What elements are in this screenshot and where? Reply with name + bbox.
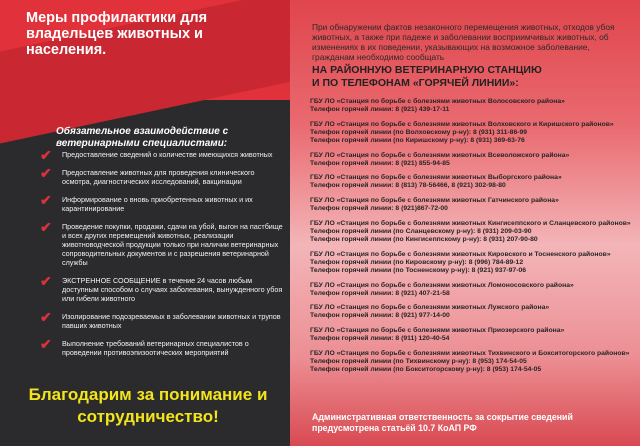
- measures-list: [36, 147, 284, 366]
- station-name: ГБУ ЛО «Станция по борьбе с болезнями животных Волосовского района»: [310, 98, 565, 105]
- station-phone: Телефон горячей линии (по Тосненскому р-ну): 8 (921) 937-97-06: [310, 266, 527, 274]
- check-mark-icon: ✔: [40, 336, 52, 352]
- station-entry: [310, 220, 635, 244]
- list-item: ✔ Предоставление животных для проведения клинического осмотра, диагностических исследований, вакцинации: [40, 165, 255, 186]
- list-item: ✔ Изолирование подозреваемых в заболевании животных и трупов павших животных: [40, 309, 281, 330]
- station-entry: [310, 282, 635, 298]
- check-mark-icon: ✔: [40, 165, 52, 181]
- check-mark-icon: ✔: [40, 147, 52, 163]
- station-name: ГБУ ЛО «Станция по борьбе с болезнями животных Кингисеппского и Сланцевского районов»: [310, 219, 631, 227]
- station-name: ГБУ ЛО «Станция по борьбе с болезнями животных Ломоносовского района»: [310, 281, 574, 289]
- list-item: ✔ Предоставление сведений о количестве имеющихся животных: [40, 147, 273, 163]
- station-name: ГБУ ЛО «Станция по борьбе с болезнями животных Кировского и Тосненского районов»: [310, 250, 611, 258]
- station-name: ГБУ ЛО «Станция по борьбе с болезнями животных Всеволожского района»: [310, 151, 570, 159]
- station-phone: Телефон горячей линии: 8 (911) 120-40-54: [310, 335, 450, 343]
- station-phone: Телефон горячей линии (по Кировскому р-ну): 8 (996) 784-89-12: [310, 258, 524, 266]
- station-name: ГБУ ЛО «Станция по борьбе с болезнями животных Выборгского района»: [310, 174, 562, 182]
- station-phone: Телефон горячей линии (по Сланцевскому р-ну): 8 (931) 209-03-90: [310, 227, 532, 235]
- station-name: ГБУ ЛО «Станция по борьбе с болезнями животных Приозерского района»: [310, 327, 565, 335]
- check-mark-icon: ✔: [40, 219, 52, 235]
- left-title: Меры профилактики для владельцев животных и населения.: [26, 10, 208, 58]
- check-mark-icon: ✔: [40, 192, 52, 208]
- left-panel: [0, 0, 290, 446]
- station-phone: Телефон горячей линии: 8 (921) 977-14-00: [310, 312, 450, 320]
- station-entry: [310, 121, 635, 145]
- station-entry: [310, 197, 635, 213]
- station-name: ГБУ ЛО «Станция по борьбе с болезнями животных Гатчинского района»: [310, 197, 559, 205]
- hotline-heading: НА РАЙОННУЮ ВЕТЕРИНАРНУЮ СТАНЦИЮ И ПО ТЕЛЕФОНАМ «ГОРЯЧЕЙ ЛИНИИ»:: [312, 64, 542, 89]
- station-phone: Телефон горячей линии: 8 (813) 78-56466, 8 (921) 302-98-80: [310, 182, 506, 190]
- station-entry: [310, 327, 635, 343]
- station-phone: Телефон горячей линии (по Волховскому р-ну): 8 (931) 311-86-99: [310, 128, 528, 136]
- station-name: ГБУ ЛО «Станция по борьбе с болезнями животных Тихвинского и Бокситогорского районов»: [310, 349, 630, 357]
- station-phone: Телефон горячей линии (по Киришскому р-ну): 8 (931) 369-63-76: [310, 136, 525, 144]
- interaction-subtitle: Обязательное взаимодействие с ветеринарными специалистами:: [56, 126, 229, 149]
- list-item: ✔ ЭКСТРЕННОЕ СООБЩЕНИЕ в течение 24 часов любым доступным способом о случаях заболевания, вынужденного убоя или гибели животного: [40, 273, 283, 303]
- station-entry: [310, 174, 635, 190]
- station-entry: [310, 304, 635, 320]
- station-phone: Телефон горячей линии: 8 (921) 439-17-11: [310, 106, 450, 113]
- station-name: ГБУ ЛО «Станция по борьбе с болезнями животных Лужского района»: [310, 304, 550, 312]
- station-phone: Телефон горячей линии (по Кингисеппскому р-ну): 8 (931) 207-90-80: [310, 235, 538, 243]
- list-item: ✔ Проведение покупки, продажи, сдачи на убой, выгон на пастбище и всех других перемещений животных, реализации животноводческой продукции только при наличии ветеринарных сопроводительных документов и с разрешения ветеринарной службы: [40, 219, 283, 267]
- intro-text: При обнаружении фактов незаконного перемещения животных, отходов убоя животных, а также при падеже и заболевании восприимчивых животных, об изменениях в их поведении, указывающих на возможное заболевание, гражданам необходимо сообщать: [312, 22, 615, 62]
- list-item: ✔ Информирование о вновь приобретенных животных и их карантинирование: [40, 192, 253, 213]
- station-phone: Телефон горячей линии (по Бокситогорскому р-ну): 8 (953) 174-54-05: [310, 365, 542, 373]
- stations-list: [310, 98, 635, 381]
- check-mark-icon: ✔: [40, 273, 52, 289]
- list-item: ✔ Выполнение требований ветеринарных специалистов о проведении противоэпизоотических мероприятий: [40, 336, 249, 357]
- right-panel: [290, 0, 640, 446]
- station-entry: [310, 350, 635, 374]
- station-phone: Телефон горячей линии (по Тихвинскому р-ну): 8 (953) 174-54-05: [310, 357, 527, 365]
- station-name: ГБУ ЛО «Станция по борьбе с болезнями животных Волховского и Киришского районов»: [310, 120, 614, 128]
- station-entry: [310, 251, 635, 275]
- thanks-message: Благодарим за понимание и сотрудничество!: [28, 385, 268, 426]
- check-mark-icon: ✔: [40, 309, 52, 325]
- liability-footer: Административная ответственность за сокрытие сведений предусмотрена статьёй 10.7 КоАП РФ: [312, 412, 573, 433]
- station-phone: Телефон горячей линии: 8 (921)867-72-00: [310, 205, 448, 213]
- station-phone: Телефон горячей линии: 8 (921) 855-94-85: [310, 159, 450, 167]
- station-entry: [310, 98, 635, 114]
- station-entry: [310, 152, 635, 168]
- station-phone: Телефон горячей линии: 8 (921) 407-21-58: [310, 289, 450, 297]
